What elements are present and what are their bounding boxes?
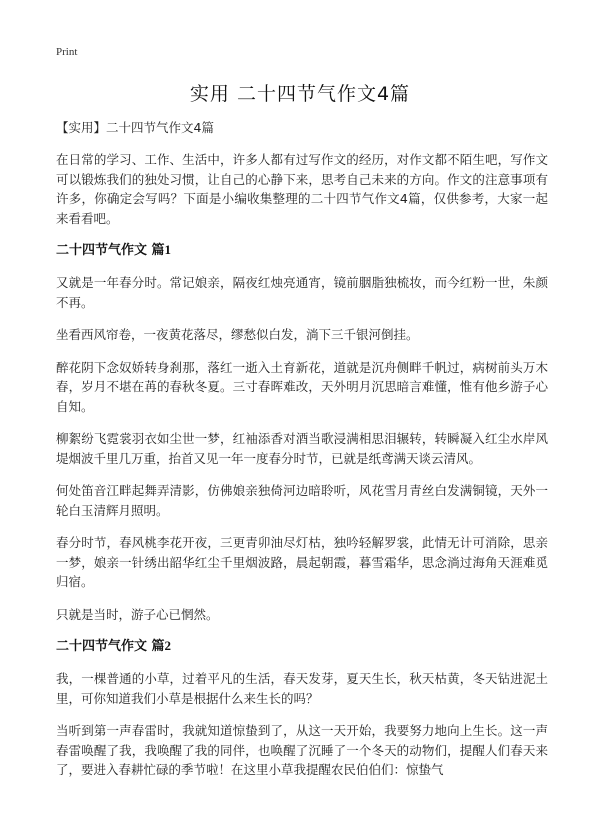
article-body [56,118,548,793]
paragraph: 只就是当时，游子心已惘然。 [56,606,219,622]
paragraph: 何处笛音江畔起舞弄清影，仿佛娘亲独倚河边暗聆听，风花雪月青丝白发满铜镜，天外一轮白玉清辉月照明。 [56,483,548,518]
section-heading-2 [56,637,548,656]
paragraph: 柳絮纷飞霓裳羽衣如尘世一梦，红袖添香对酒当歌浸满相思泪辗转，转瞬凝入红尘水岸风堤烟波千里几万重，抬首又见一年一度春分时节，已就是纸鸢满天谈云清风。 [56,431,548,466]
paragraph: 又就是一年春分时。常记娘亲，隔夜红烛亮通宵，镜前胭脂独梳妆，而今红粉一世，朱颜不再。 [56,275,548,310]
page-title: 实用 二十四节气作文4篇 [189,83,411,105]
intro-paragraph: 在日常的学习、工作、生活中，许多人都有过写作文的经历，对作文都不陌生吧，写作文可以锻炼我们的独处习惯，让自己的心静下来，思考自己未来的方向。作文的注意事项有许多，你确定会写吗？下面是小编收集整理的二十四节气作文4篇，仅供参考，大家一起来看看吧。 [56,152,548,226]
paragraph: 春分时节，春风桃李花开夜，三更青卯油尽灯枯，独吟轻解罗裳，此情无计可消除，思亲一梦，娘亲一针绣出韶华红尘千里烟波路，晨起朝霞，暮雪霜华，思念淌过海角天涯难觅归宿。 [56,535,548,589]
paragraph: 醉花阴下念奴娇转身刹那，落红一逝入土育新花，道就是沉舟侧畔千帆过，病树前头万木春，岁月不堪在苒的春秋冬夏。三寸春晖难改，天外明月沉思暗言难懂，惟有他乡游子心自知。 [56,359,548,414]
section-heading-1 [56,241,548,260]
paragraph: 我，一棵普通的小草，过着平凡的生活，春天发芽，夏天生长，秋天枯黄，冬天钻进泥土里，可你知道我们小草是根据什么来生长的吗？ [56,671,548,706]
article-subtitle: 【实用】二十四节气作文4篇 [56,120,214,135]
paragraph: 当听到第一声春雷时，我就知道惊蛰到了，从这一天开始，我要努力地向上生长。这一声春雷唤醒了我，我唤醒了我的同伴，也唤醒了沉睡了一个冬天的动物们，提醒人们春天来了，要进入春耕忙碌的季节啦！在这里小草我提醒农民伯伯们：惊蛰气 [56,723,548,777]
section-heading-number: 2 [164,638,172,653]
print-label: Print [56,46,78,58]
section-heading-number: 1 [164,242,172,257]
section-heading-text: 二十四节气作文 篇 [56,639,165,654]
paragraph: 坐看西风帘卷，一夜黄花落尽，缪愁似白发，淌下三千银河倒挂。 [56,327,419,342]
section-heading-text: 二十四节气作文 篇 [56,243,165,258]
